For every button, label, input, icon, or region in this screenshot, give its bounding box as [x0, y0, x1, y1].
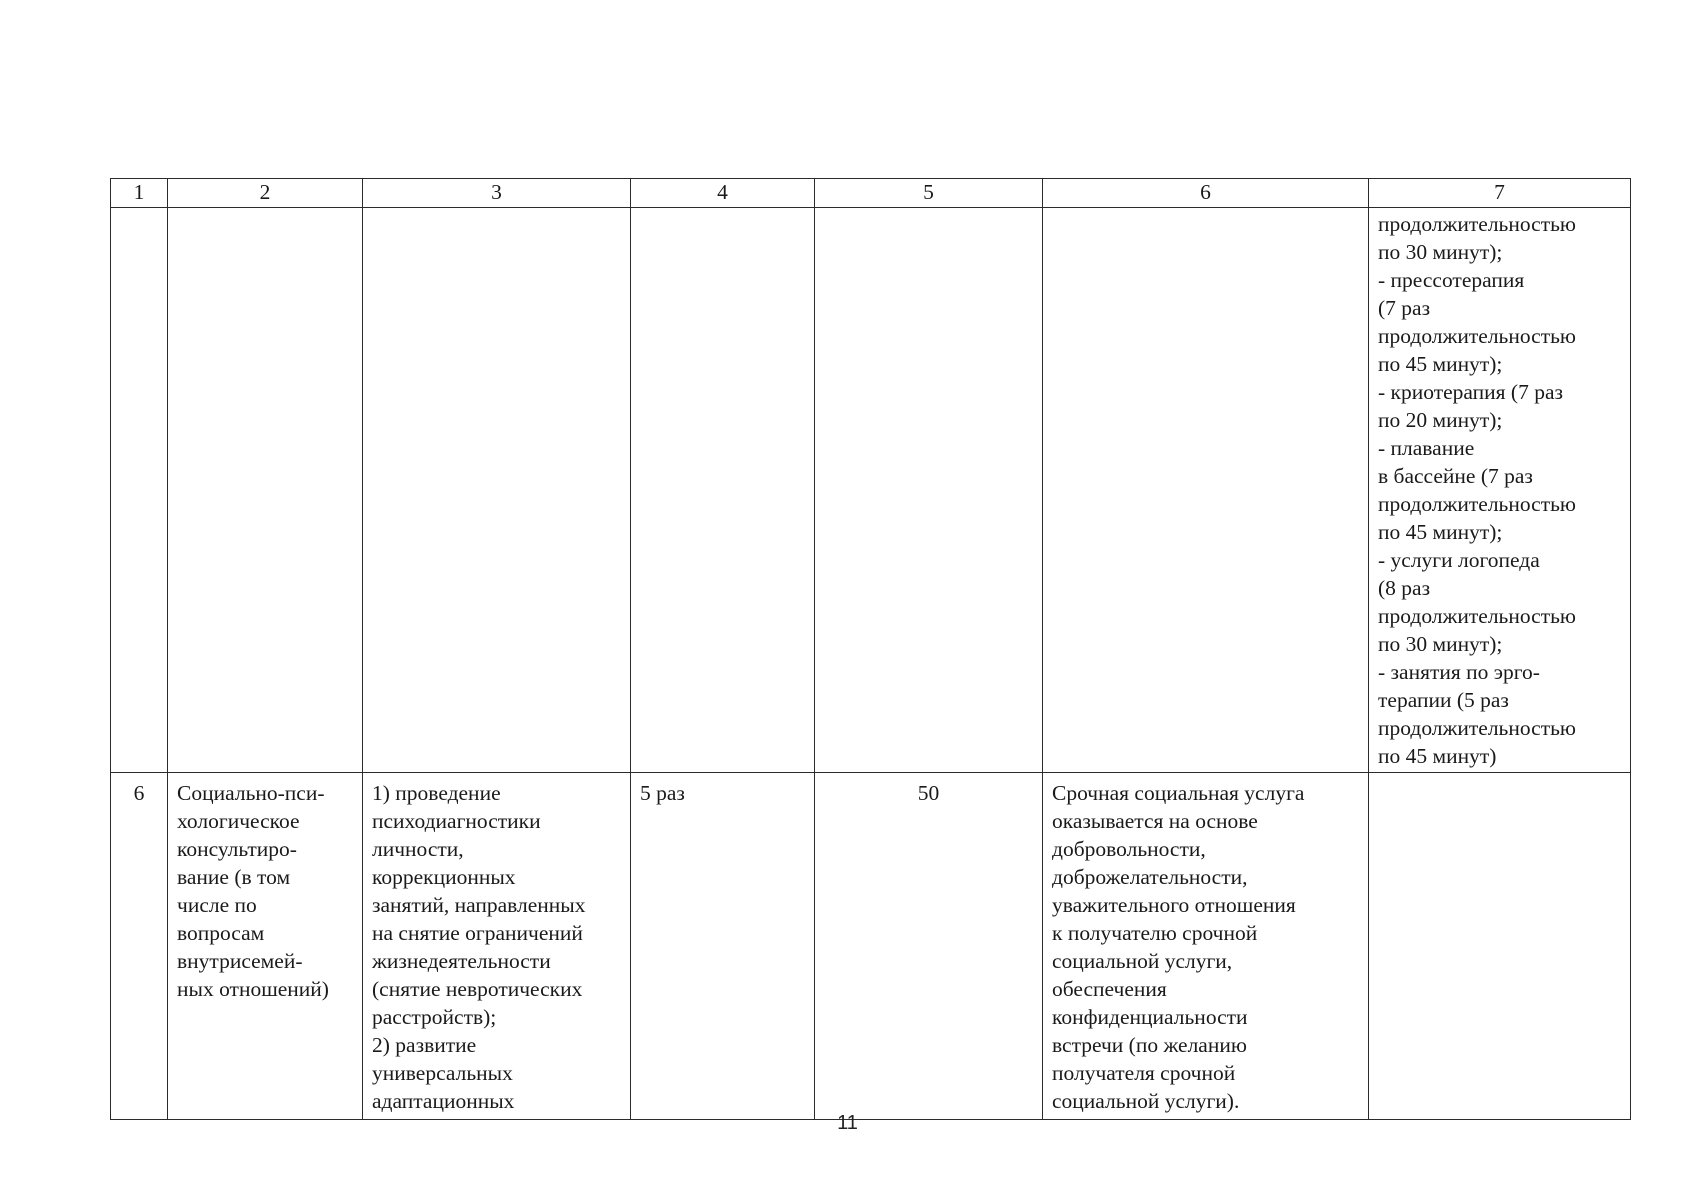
cont-cell-5	[815, 208, 1043, 773]
column-header-2: 2	[168, 179, 363, 208]
row6-service-name: Социально-пси- хологическое консультиро- вание (в том числе по вопросам внутрисемей- ных отношений)	[168, 773, 363, 1120]
row6-service-content: 1) проведение психодиагностики личности, коррекционных занятий, направленных на снятие ограничений жизнедеятельности (снятие невротических расстройств); 2) развитие универсальных адаптационных	[363, 773, 631, 1120]
row6-amount: 50	[815, 773, 1043, 1120]
column-header-3: 3	[363, 179, 631, 208]
cont-cell-1	[111, 208, 168, 773]
cont-cell-4	[631, 208, 815, 773]
column-header-5: 5	[815, 179, 1043, 208]
cont-cell-3	[363, 208, 631, 773]
cont-cell-6	[1043, 208, 1369, 773]
table-row-6	[111, 773, 1631, 1120]
row6-col7	[1369, 773, 1631, 1120]
row6-frequency: 5 раз	[631, 773, 815, 1120]
column-header-1: 1	[111, 179, 168, 208]
column-header-4: 4	[631, 179, 815, 208]
column-header-7: 7	[1369, 179, 1631, 208]
cont-cell-7-procedures: продолжительностью по 30 минут); - прессотерапия (7 раз продолжительностью по 45 минут); - криотерапия (7 раз по 20 минут); - плавание в бассейне (7 раз продолжительностью по 45 минут); - услуги логопеда (8 раз продолжительностью по 30 минут); - занятия по эрго- терапии (5 раз продолжительностью по 45 минут)	[1369, 208, 1631, 773]
services-table	[110, 178, 1631, 1120]
row6-conditions: Срочная социальная услуга оказывается на основе добровольности, доброжелательности, уважительного отношения к получателю срочной социальной услуги, обеспечения конфиденциальности встречи (по желанию получателя срочной социальной услуги).	[1043, 773, 1369, 1120]
row6-number: 6	[111, 773, 168, 1120]
column-number-row	[111, 179, 1631, 208]
continuation-row	[111, 208, 1631, 773]
cont-cell-2	[168, 208, 363, 773]
column-header-6: 6	[1043, 179, 1369, 208]
page-number: 11	[837, 1112, 858, 1134]
